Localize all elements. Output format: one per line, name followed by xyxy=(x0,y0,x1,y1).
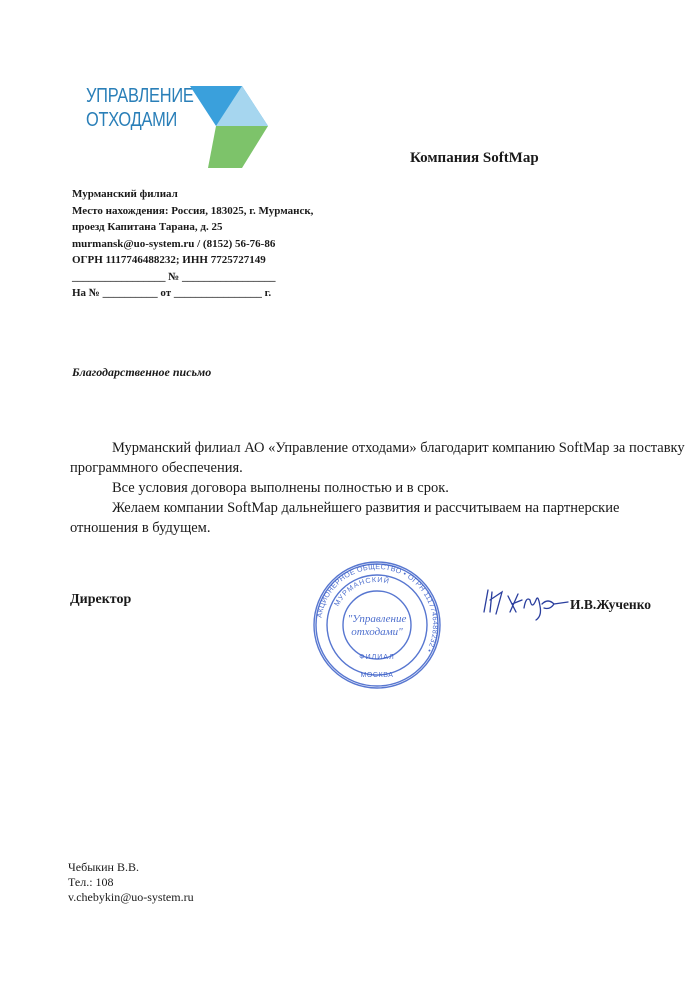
reference-line: _________________ № _________________ xyxy=(72,270,276,283)
company-stamp xyxy=(312,560,442,690)
letter-title: Благодарственное письмо xyxy=(72,365,212,379)
body-paragraph-2: Все условия договора выполнены полностью и в срок. xyxy=(112,480,449,496)
body-paragraph-3: Желаем компании SoftMap дальнейшего развития и рассчитываем на партнерские отношения в будущем. xyxy=(70,500,620,536)
logo-line-2: ОТХОДАМИ xyxy=(86,109,178,131)
sender-registration: ОГРН 1117746488232; ИНН 7725727149 xyxy=(72,254,266,266)
logo-arrow-icon xyxy=(186,86,270,172)
reply-line: На № __________ от ________________ г. xyxy=(72,287,272,299)
recipient: Компания SoftMap xyxy=(410,150,539,166)
company-logo xyxy=(78,78,278,178)
stamp-inner-bottom: ФИЛИАЛ xyxy=(359,654,395,661)
director-title: Директор xyxy=(70,592,132,607)
sender-address-1: Место нахождения: Россия, 183025, г. Мурманск, xyxy=(72,204,314,217)
executor-name: Чебыкин В.В. xyxy=(68,860,139,874)
logo-green-shape xyxy=(208,126,268,168)
executor-phone: Тел.: 108 xyxy=(68,875,114,889)
sender-contacts: murmansk@uo-system.ru / (8152) 56-76-86 xyxy=(72,237,276,250)
executor-email: v.chebykin@uo-system.ru xyxy=(68,890,194,904)
logo-text xyxy=(86,84,194,132)
stamp-center-2: отходами" xyxy=(351,626,403,638)
stamp-center-1: "Управление xyxy=(347,613,407,625)
stamp-outer-text: АКЦИОНЕРНОЕ ОБЩЕСТВО • ОГРН 1117746488232 • xyxy=(314,561,441,655)
logo-line-1: УПРАВЛЕНИЕ xyxy=(86,85,194,107)
sender-block xyxy=(72,186,313,302)
body-paragraph-1: Мурманский филиал АО «Управление отходами» благодарит компанию SoftMap за поставку программного обеспечения. xyxy=(70,440,685,476)
stamp-inner-top: МУРМАНСКИЙ xyxy=(331,574,391,608)
signer-name: И.В.Жученко xyxy=(570,597,652,612)
sender-address-2: проезд Капитана Тарана, д. 25 xyxy=(72,221,223,233)
handwritten-signature xyxy=(478,582,570,622)
letter-body xyxy=(70,438,685,538)
stamp-bottom: МОСКВА xyxy=(360,672,394,679)
executor-contacts xyxy=(68,860,194,905)
sender-branch: Мурманский филиал xyxy=(72,188,178,200)
